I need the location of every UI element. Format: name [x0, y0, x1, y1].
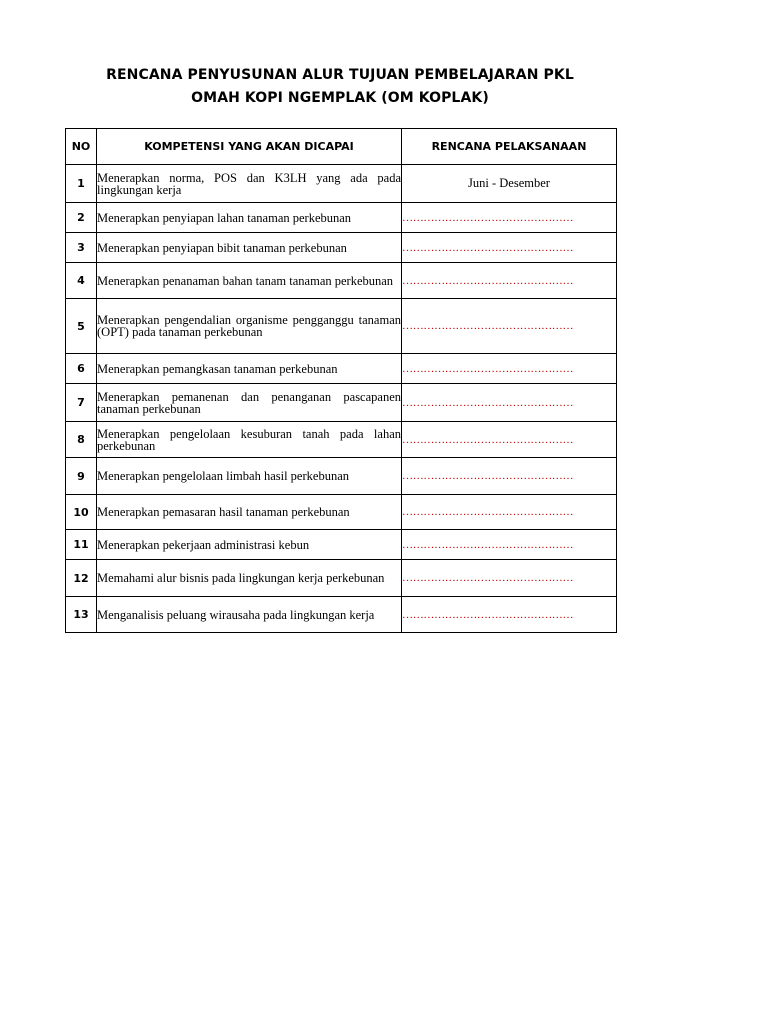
table-row	[66, 165, 617, 203]
table-row	[66, 597, 617, 633]
row-kompetensi: Menerapkan pengelolaan limbah hasil perkebunan	[97, 458, 402, 495]
row-kompetensi: Menerapkan penyiapan bibit tanaman perkebunan	[97, 233, 402, 263]
row-number: 13	[66, 597, 97, 633]
row-rencana: …………………………………………	[402, 233, 617, 263]
row-number: 7	[66, 384, 97, 422]
row-kompetensi: Menerapkan norma, POS dan K3LH yang ada pada lingkungan kerja	[97, 165, 402, 203]
document-title-line-2: OMAH KOPI NGEMPLAK (OM KOPLAK)	[191, 90, 489, 106]
table-row	[66, 422, 617, 458]
row-kompetensi: Menerapkan pengendalian organisme pengganggu tanaman (OPT) pada tanaman perkebunan	[97, 299, 402, 354]
row-kompetensi: Menerapkan pemasaran hasil tanaman perkebunan	[97, 495, 402, 530]
row-kompetensi: Menerapkan pemanenan dan penanganan pascapanen tanaman perkebunan	[97, 384, 402, 422]
row-rencana: …………………………………………	[402, 495, 617, 530]
row-number: 1	[66, 165, 97, 203]
row-rencana: …………………………………………	[402, 560, 617, 597]
row-number: 9	[66, 458, 97, 495]
row-number: 6	[66, 354, 97, 384]
row-kompetensi: Menerapkan penanaman bahan tanam tanaman perkebunan	[97, 263, 402, 299]
table-row	[66, 384, 617, 422]
row-number: 11	[66, 530, 97, 560]
table-row	[66, 530, 617, 560]
table-row	[66, 233, 617, 263]
row-rencana: Juni - Desember	[402, 165, 617, 203]
row-rencana: …………………………………………	[402, 203, 617, 233]
table-row	[66, 495, 617, 530]
row-number: 5	[66, 299, 97, 354]
row-rencana: …………………………………………	[402, 458, 617, 495]
row-rencana: …………………………………………	[402, 354, 617, 384]
table-row	[66, 560, 617, 597]
row-rencana: …………………………………………	[402, 597, 617, 633]
row-kompetensi: Menerapkan penyiapan lahan tanaman perkebunan	[97, 203, 402, 233]
header-kompetensi: KOMPETENSI YANG AKAN DICAPAI	[97, 129, 402, 165]
row-rencana: …………………………………………	[402, 384, 617, 422]
row-number: 12	[66, 560, 97, 597]
table-row	[66, 263, 617, 299]
row-kompetensi: Memahami alur bisnis pada lingkungan kerja perkebunan	[97, 560, 402, 597]
row-number: 8	[66, 422, 97, 458]
header-no: NO	[66, 129, 97, 165]
row-number: 2	[66, 203, 97, 233]
row-kompetensi: Menganalisis peluang wirausaha pada lingkungan kerja	[97, 597, 402, 633]
row-rencana: …………………………………………	[402, 422, 617, 458]
row-kompetensi: Menerapkan pekerjaan administrasi kebun	[97, 530, 402, 560]
table-row	[66, 458, 617, 495]
row-rencana: …………………………………………	[402, 530, 617, 560]
header-rencana: RENCANA PELAKSANAAN	[402, 129, 617, 165]
row-kompetensi: Menerapkan pengelolaan kesuburan tanah pada lahan perkebunan	[97, 422, 402, 458]
table-row	[66, 203, 617, 233]
row-rencana: …………………………………………	[402, 263, 617, 299]
table-row	[66, 354, 617, 384]
row-number: 3	[66, 233, 97, 263]
row-rencana: …………………………………………	[402, 299, 617, 354]
document-title-line-1: RENCANA PENYUSUNAN ALUR TUJUAN PEMBELAJARAN PKL	[106, 67, 574, 83]
row-number: 4	[66, 263, 97, 299]
table-row	[66, 299, 617, 354]
competency-plan-table	[65, 128, 617, 633]
row-number: 10	[66, 495, 97, 530]
row-kompetensi: Menerapkan pemangkasan tanaman perkebunan	[97, 354, 402, 384]
table-header-row	[66, 129, 617, 165]
